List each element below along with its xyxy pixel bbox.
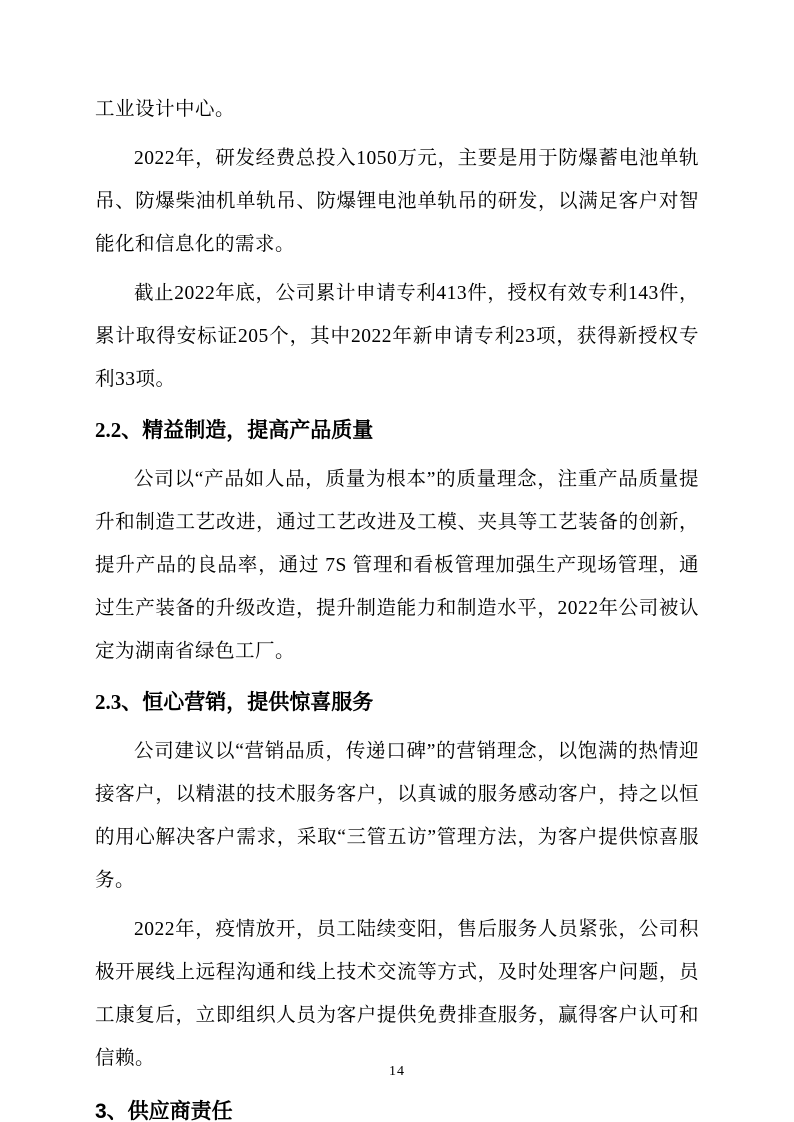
page-number: 14 [389, 1064, 405, 1079]
heading-section-2-2: 2.2、精益制造，提高产品质量 [95, 418, 374, 442]
paragraph-rd-investment: 2022年，研发经费总投入1050万元，主要是用于防爆蓄电池单轨吊、防爆柴油机单轨吊、防爆锂电池单轨吊的研发，以满足客户对智能化和信息化的需求。 [95, 148, 699, 255]
paragraph-covid-customer-service: 2022年，疫情放开，员工陆续变阳，售后服务人员紧张，公司积极开展线上远程沟通和线上技术交流等方式，及时处理客户问题，员工康复后，立即组织人员为客户提供免费排查服务，赢得客户认可和信赖。 [95, 919, 699, 1069]
paragraph-marketing-philosophy: 公司建议以“营销品质，传递口碑”的营销理念，以饱满的热情迎接客户，以精湛的技术服务客户，以真诚的服务感动客户，持之以恒的用心解决客户需求，采取“三管五访”管理方法，为客户提供惊喜服务。 [95, 741, 699, 891]
paragraph-quality-management: 公司以“产品如人品，质量为根本”的质量理念，注重产品质量提升和制造工艺改进，通过工艺改进及工模、夹具等工艺装备的创新，提升产品的良品率，通过 7S 管理和看板管理加强生产现场管理，通过生产装备的升级改造，提升制造能力和制造水平，2022年公司被认定为湖南省绿色工厂。 [95, 469, 699, 662]
heading-section-3: 3、供应商责任 [95, 1100, 233, 1122]
paragraph-industrial-design-center: 工业设计中心。 [95, 99, 236, 120]
paragraph-patent-statistics: 截止2022年底，公司累计申请专利413件，授权有效专利143件，累计取得安标证205个，其中2022年新申请专利23项，获得新授权专利33项。 [95, 283, 699, 390]
document-content [95, 88, 699, 1122]
heading-section-2-3: 2.3、恒心营销，提供惊喜服务 [95, 690, 374, 714]
page-footer [0, 1062, 794, 1080]
